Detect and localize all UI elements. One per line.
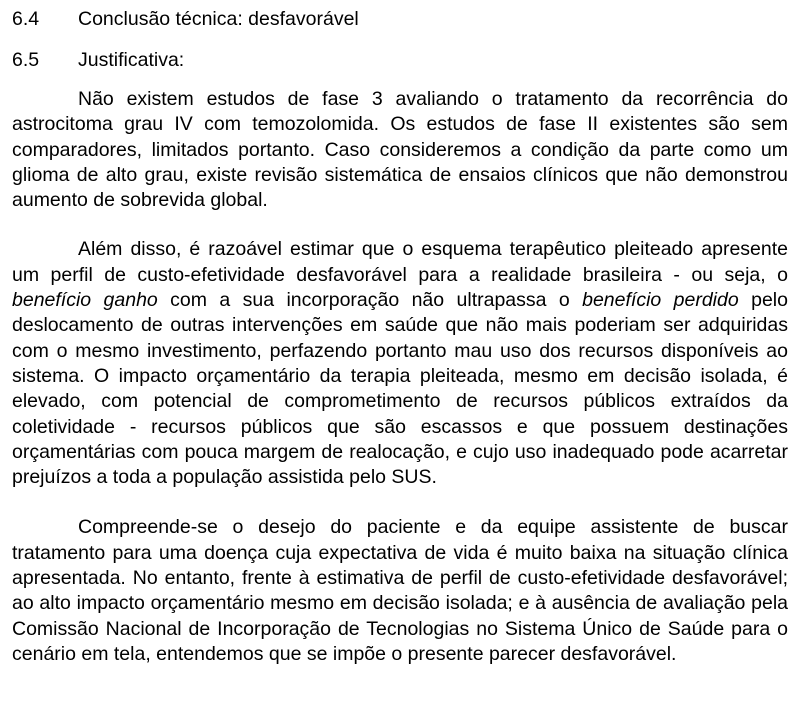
section-heading-conclusion (12, 6, 788, 32)
italic-term-benefit-gained: benefício ganho (12, 289, 158, 312)
section-number: 6.4 (12, 8, 40, 30)
section-number: 6.5 (12, 49, 40, 71)
justification-paragraph-cost-effectiveness (12, 237, 788, 490)
document-page (12, 0, 788, 667)
justification-paragraph-conclusion: Compreende-se o desejo do paciente e da equipe assistente de buscar tratamento para uma doença cuja expectativa de vida é muito baixa na situação clínica apresentada. No entanto, frente à estimativa de perfil de custo-efetividade desfavorável; ao alto impacto orçamentário mesmo em decisão isolada; e à ausência de avaliação pela Comissão Nacional de Incorporação de Tecnologias no Sistema Único de Saúde para o cenário em tela, entendemos que se impõe o presente parecer desfavorável. (12, 516, 788, 665)
section-title: Conclusão técnica: desfavorável (78, 8, 359, 30)
paragraph-text: com a sua incorporação não ultrapassa o (157, 289, 583, 312)
paragraph-text: pelo deslocamento de outras intervenções em saúde que não mais poderiam ser adquiridas com o mesmo investimento, perfazendo portanto mau uso dos recursos disponíveis ao sistema. O impacto orçamentário da terapia pleiteada, mesmo em decisão isolada, é elevado, com potencial de comprometimento de recursos públicos extraídos da coletividade - recursos públicos que são escassos e que possuem destinações orçamentárias com pouca margem de realocação, e cujo uso inadequado pode acarretar prejuízos a toda a população assistida pelo SUS. (12, 289, 788, 489)
section-title: Justificativa: (78, 49, 185, 71)
justification-paragraph-studies: Não existem estudos de fase 3 avaliando o tratamento da recorrência do astrocitoma grau IV com temozolomida. Os estudos de fase II existentes são sem comparadores, limitados portanto. Caso consideremos a condição da parte como um glioma de alto grau, existe revisão sistemática de ensaios clínicos que não demonstrou aumento de sobrevida global. (12, 88, 788, 212)
paragraph-text: Além disso, é razoável estimar que o esquema terapêutico pleiteado apresente um perfil de custo-efetividade desfavorável para a realidade brasileira - ou seja, o (12, 238, 788, 286)
italic-term-benefit-lost: benefício perdido (582, 289, 739, 312)
section-heading-justification (12, 47, 788, 73)
